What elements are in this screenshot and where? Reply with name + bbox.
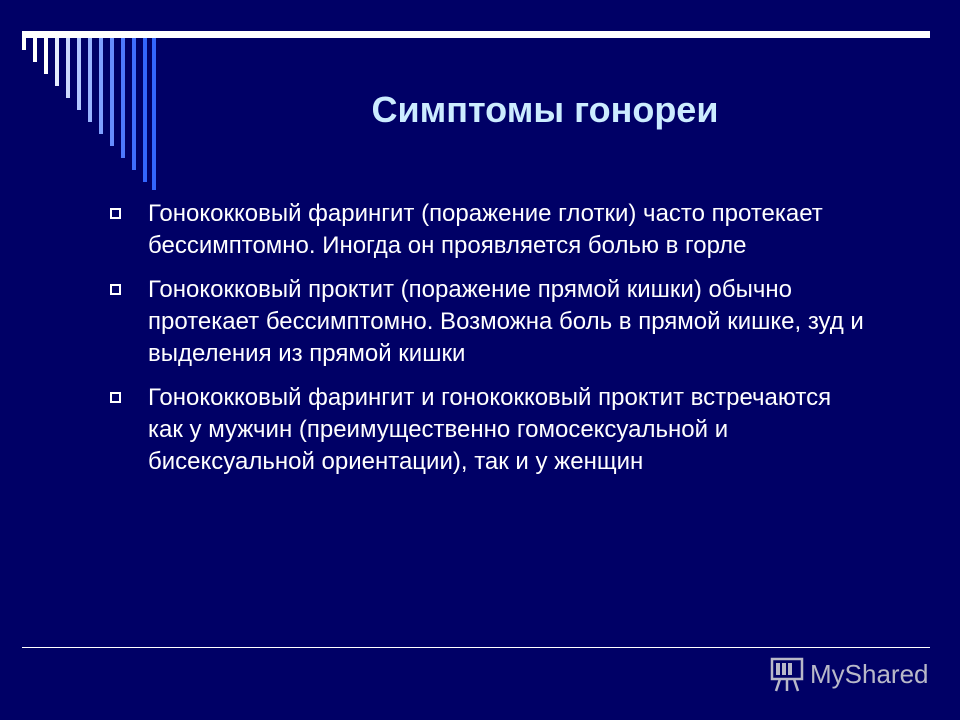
hollow-square-icon [110, 392, 121, 403]
watermark-logo [768, 654, 929, 694]
bullet-list [108, 198, 868, 490]
top-rule [22, 31, 930, 38]
hollow-square-icon [110, 208, 121, 219]
stripe [22, 38, 26, 50]
stripe [55, 38, 59, 86]
slide-title: Симптомы гонореи [371, 89, 719, 130]
bullet-text: Гонококковый фарингит и гонококковый проктит встречаются как у мужчин (преимущественно гомосексуальной и бисексуальной ориентации), так и у женщин [148, 384, 832, 475]
bullet-text: Гонококковый проктит (поражение прямой кишки) обычно протекает бессимптомно. Возможна боль в прямой кишке, зуд и выделения из прямой кишки [148, 276, 864, 367]
bullet-item [108, 198, 868, 262]
hollow-square-icon [110, 284, 121, 295]
bullet-item [108, 382, 868, 478]
bullet-item [108, 274, 868, 370]
presentation-board-icon [768, 655, 806, 693]
stripe [44, 38, 48, 74]
bullet-text: Гонококковый фарингит (поражение глотки) часто протекает бессимптомно. Иногда он проявляется болью в горле [148, 200, 823, 259]
watermark-text: MyShared [810, 659, 929, 689]
bottom-rule [22, 647, 930, 648]
stripe [33, 38, 37, 62]
